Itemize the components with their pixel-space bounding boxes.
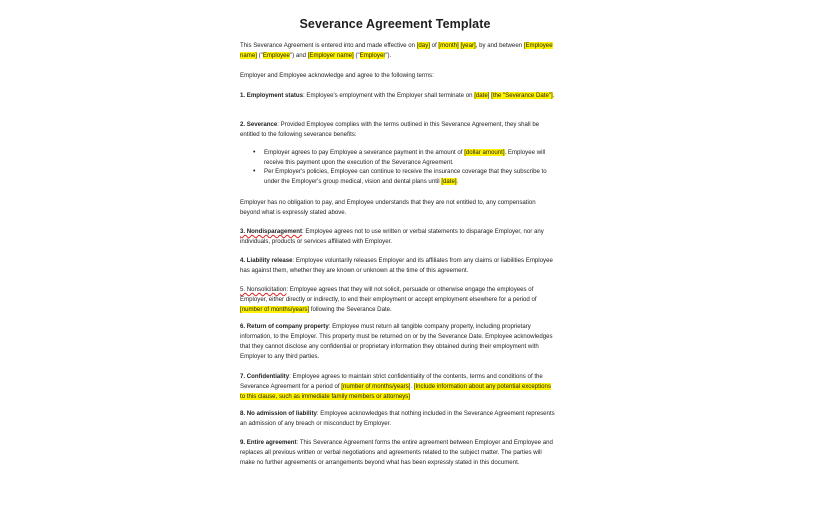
placeholder-period: [number of months/years] [341,383,411,390]
placeholder-day: [day] [416,42,430,49]
section-confidentiality [240,372,555,402]
section-heading: 5. Nonsolicitation [240,286,287,293]
section-heading: 2. Severance [240,121,278,128]
section-text: : Employee agrees not to use written or verbal statements to disparage Employer, nor any individuals, products or services affiliated with Employer. [240,228,544,245]
section-text: : Employee agrees that they will not solicit, persuade or otherwise engage the employees of Employer, either directly or indirectly, to end their employment or accept employment elsewhere for a period of [240,286,537,303]
placeholder-employer-label: Employer [359,52,386,59]
section-return-property [240,322,555,362]
acknowledge-paragraph: Employer and Employee acknowledge and agree to the following terms: [240,72,434,79]
section-nonsolicitation [240,285,555,315]
intro-text: , by and between [475,42,524,49]
placeholder-employer-name: [Employer name] [307,52,354,59]
bullet-text: . Employee will receive this payment upon the execution of the Severance Agreement. [264,149,546,166]
placeholder-employee-name: [Employee name] [240,42,553,59]
section-heading: 8. No admission of liability [240,410,317,417]
section-entire-agreement [240,438,555,468]
section-no-admission [240,409,555,429]
placeholder-severance-date: [the "Severance Date"] [491,92,553,99]
section-text: : Employee agrees to maintain strict confidentiality of the contents, terms and conditions of the Severance Agreement for a period of [240,373,543,390]
section-heading: 7. Confidentiality [240,373,290,380]
section-liability-release [240,256,555,276]
section-text: : This Severance Agreement forms the entire agreement between Employer and Employee and replaces all previous written or verbal negotiations and agreements related to the subject matter. The parties will make no further agreements or arrangements beyond what has been expressly stated in this document. [240,439,553,466]
placeholder-month: [month] [438,42,459,49]
bullet-text: . [456,178,459,185]
section-text: . [410,383,414,390]
section-text: : Employee voluntarily releases Employer and its affiliates from any claims or liabilities Employee has against them, whether they are known or unknown at the time of this agreement. [240,257,553,274]
section-text: . [552,92,555,99]
section-text: : Provided Employee complies with the terms outlined in this Severance Agreement, they shall be entitled to the following severance benefits: [240,121,540,138]
placeholder-year: [year] [460,42,476,49]
section-nondisparagement [240,227,555,247]
section-text: : Employee's employment with the Employer shall terminate on [303,92,475,99]
document-title: Severance Agreement Template [299,17,491,31]
intro-text: of [429,42,439,49]
placeholder-employee-label: Employee [262,52,290,59]
intro-paragraph [240,41,555,61]
intro-text: "). [385,52,392,59]
intro-text: (" [256,52,263,59]
intro-text: (" [353,52,360,59]
section-heading: 3. Nondisparagement [240,228,302,235]
bullet-text: Per Employer's policies, Employee can continue to receive the insurance coverage that they subscribe to under the Employer's group medical, vision and dental plans until [264,168,547,185]
section-heading: 1. Employment status [240,92,303,99]
placeholder-date: [date] [441,178,457,185]
placeholder-date: [date] [474,92,490,99]
section-employment-status [240,91,555,101]
no-obligation-paragraph: Employer has no obligation to pay, and Employee understands that they are not entitled to, any compensation beyond what is expressly stated above. [240,199,536,216]
bullet-icon: • [253,149,256,156]
section-text: : Employee acknowledges that nothing included in the Severance Agreement represents an admission of any breach or misconduct by Employer. [240,410,555,427]
bullet-text: Employer agrees to pay Employee a severance payment in the amount of [264,149,465,156]
section-text: : Employee must return all tangible company property, including proprietary information, to the Employer. This property must be returned on or by the Severance Date. Employee acknowledges that they cannot disclose any confidential or proprietary information they obtained during their employment with Employer to any third parties. [240,323,553,360]
section-heading: 6. Return of company property [240,323,329,330]
section-text: following the Severance Date. [309,306,392,313]
section-heading: 9. Entire agreement [240,439,297,446]
placeholder-exceptions: [Include information about any potential exceptions to this clause, such as immediate family members or attorneys] [240,383,551,400]
placeholder-period: [number of months/years] [240,306,310,313]
section-heading: 4. Liability release [240,257,293,264]
intro-text: ") and [289,52,308,59]
bullet-icon: • [253,168,256,175]
placeholder-dollar-amount: [dollar amount] [464,149,505,156]
bullet-severance-payment [264,148,549,168]
section-severance [240,120,555,140]
bullet-insurance-coverage [264,167,549,187]
intro-text: This Severance Agreement is entered into and made effective on [240,42,417,49]
